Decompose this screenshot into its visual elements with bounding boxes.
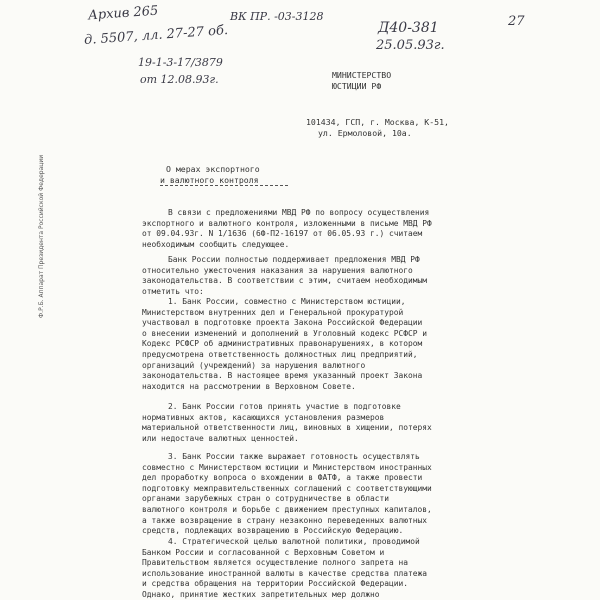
text-line: использование иностранной валюты в качестве средства платежа xyxy=(142,568,428,578)
text-line: предусмотрена ответственность должностных лиц предприятий, xyxy=(142,349,418,359)
handwritten-incoming-date: от 12.08.93г. xyxy=(140,73,219,86)
paragraph-item-2 xyxy=(142,402,477,444)
handwritten-sheet-number: 27 xyxy=(508,14,525,29)
text-line: и средства обращения на территории Российской Федерации. xyxy=(142,579,409,589)
handwritten-vk-number: ВК ПР. -03-3128 xyxy=(230,10,324,23)
text-line: Банком России и согласованной с Верховным Советом и xyxy=(142,547,385,557)
text-line: подготовку межправительственных соглашений с соответствующими xyxy=(142,483,432,493)
paragraph-intro xyxy=(142,208,477,250)
text-line: участвовал в подготовке проекта Закона Российской Федерации xyxy=(142,318,423,328)
text-line: а также возвращение в страну незаконно переведенных валютных xyxy=(142,515,428,525)
subject-underline xyxy=(160,185,288,186)
addressee-address-line2: ул. Ермоловой, 10а. xyxy=(318,128,412,138)
text-line: совместно с Министерством юстиции и Министерством иностранных xyxy=(142,462,432,472)
text-line: средств, подлежащих возвращению в Российскую Федерацию. xyxy=(142,526,404,536)
text-line: законодательства. В настоящее время указанный проект Закона xyxy=(142,371,423,381)
text-line: находится на рассмотрении в Верховном Совете. xyxy=(142,381,356,391)
text-line: о внесении изменений и дополнений в Уголовный кодекс РСФСР и xyxy=(142,328,428,338)
handwritten-file-reference: д. 5507, лл. 27-27 об. xyxy=(83,22,229,49)
text-line: В связи с предложениями МВД РФ по вопросу осуществления xyxy=(168,208,430,217)
text-line: дел проработку вопроса о вхождении в ФАТФ, а также провести xyxy=(142,473,423,483)
text-line: Правительством является осуществление полного запрета на xyxy=(142,558,409,568)
text-line: материальной ответственности лиц, виновных в хищении, потерях xyxy=(142,423,432,433)
handwritten-registration-date: 25.05.93г. xyxy=(376,38,445,53)
subject-line1: О мерах экспортного xyxy=(166,164,260,174)
text-line: экспортного и валютного контроля, изложенными в письме МВД РФ xyxy=(142,218,432,228)
paragraph-item-3 xyxy=(142,452,477,537)
text-line: Кодекс РСФСР об административных правонарушениях, в котором xyxy=(142,339,423,349)
text-line: от 09.04.93г. N 1/1636 (6Ф-П2-16197 от 06.05.93 г.) считаем xyxy=(142,229,423,239)
paragraph-item-1 xyxy=(142,297,477,392)
text-line: 3. Банк России также выражает готовность осуществлять xyxy=(168,452,420,461)
subject-line2: и валютного контроля xyxy=(160,175,259,185)
text-line: необходимым сообщить следующее. xyxy=(142,239,290,249)
text-line: организаций (учреждений) за нарушения валютного xyxy=(142,360,366,370)
paragraph-item-4 xyxy=(142,537,477,601)
handwritten-registration-number: Д40-381 xyxy=(378,20,439,36)
handwritten-archive-note: Архив 265 xyxy=(87,3,159,24)
paragraph-support xyxy=(142,255,477,297)
text-line: 4. Стратегической целью валютной политики, проводимой xyxy=(168,537,420,546)
handwritten-incoming-number: 19-1-3-17/3879 xyxy=(138,56,223,69)
text-line: валютного контроля и борьбе с движением преступных капиталов, xyxy=(142,504,432,514)
text-line: отметить что: xyxy=(142,286,204,296)
text-line: нормативных актов, касающихся установления размеров xyxy=(142,412,385,422)
addressee-ministry: МИНИСТЕРСТВО xyxy=(332,70,392,80)
text-line: 2. Банк России готов принять участие в подготовке xyxy=(168,402,401,411)
text-line: законодательства. В соответствии с этим, считаем необходимым xyxy=(142,276,428,286)
text-line: Однако, принятие жестких запретительных мер должно xyxy=(142,589,380,599)
vertical-archive-stamp: Ф.Р.Б. Аппарат Президента Российской Федерации xyxy=(38,154,45,318)
text-line: органами зарубежных стран о сотрудничестве в области xyxy=(142,494,390,504)
text-line: Министерством внутренних дел и Генеральной прокуратурой xyxy=(142,307,404,317)
text-line: 1. Банк России, совместно с Министерством юстиции, xyxy=(168,297,406,306)
text-line: или недостаче валютных ценностей. xyxy=(142,433,299,443)
addressee-ministry-justice: ЮСТИЦИИ РФ xyxy=(332,81,382,91)
text-line: относительно ужесточения наказания за нарушения валютного xyxy=(142,265,413,275)
text-line: Банк России полностью поддерживает предложения МВД РФ xyxy=(168,255,420,264)
addressee-address-line1: 101434, ГСП, г. Москва, К-51, xyxy=(306,117,449,127)
